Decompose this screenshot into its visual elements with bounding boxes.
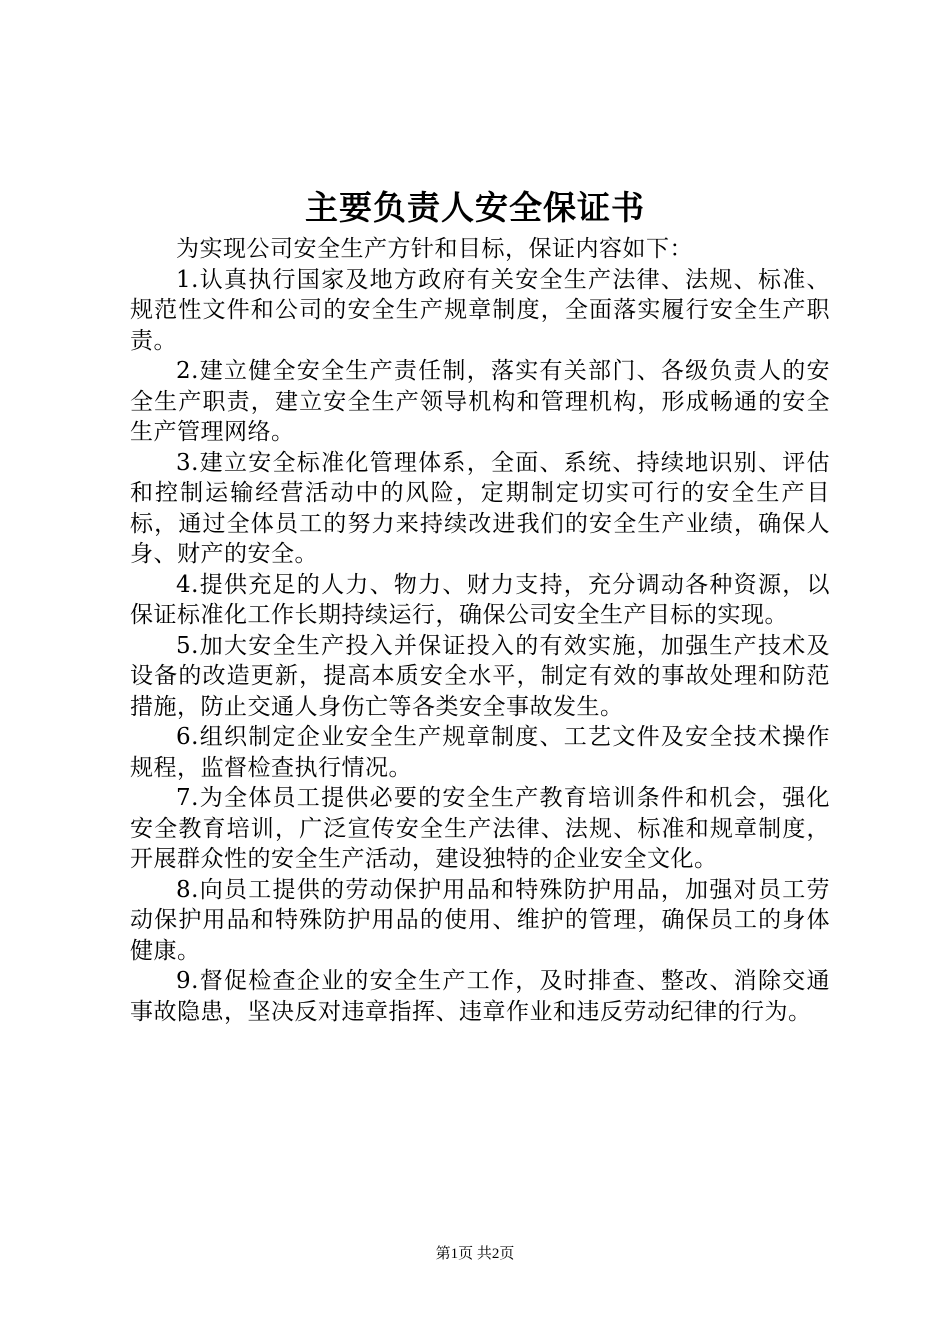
page-number-footer: 第1页 共2页 — [435, 1246, 515, 1262]
clause-6-paragraph: 6.组织制定企业安全生产规章制度、工艺文件及安全技术操作规程，监督检查执行情况。 — [130, 724, 830, 781]
clause-4-paragraph: 4.提供充足的人力、物力、财力支持，充分调动各种资源，以保证标准化工作长期持续运行，确保公司安全生产目标的实现。 — [130, 571, 830, 628]
document-title: 主要负责人安全保证书 — [305, 188, 645, 227]
intro-paragraph: 为实现公司安全生产方针和目标，保证内容如下： — [176, 236, 693, 262]
clause-2-paragraph: 2.建立健全安全生产责任制，落实有关部门、各级负责人的安全生产职责，建立安全生产领导机构和管理机构，形成畅通的安全生产管理网络。 — [130, 358, 830, 445]
clause-1-paragraph: 1.认真执行国家及地方政府有关安全生产法律、法规、标准、规范性文件和公司的安全生产规章制度，全面落实履行安全生产职责。 — [130, 266, 830, 354]
document-body — [130, 234, 830, 1027]
clause-9-paragraph: 9.督促检查企业的安全生产工作，及时排查、整改、消除交通事故隐患，坚决反对违章指挥、违章作业和违反劳动纪律的行为。 — [130, 968, 830, 1025]
clause-5-paragraph: 5.加大安全生产投入并保证投入的有效实施，加强生产技术及设备的改造更新，提高本质安全水平，制定有效的事故处理和防范措施，防止交通人身伤亡等各类安全事故发生。 — [130, 632, 830, 720]
clause-3-paragraph: 3.建立安全标准化管理体系，全面、系统、持续地识别、评估和控制运输经营活动中的风险，定期制定切实可行的安全生产目标，通过全体员工的努力来持续改进我们的安全生产业绩，确保人身、财产的安全。 — [130, 449, 830, 567]
clause-7-paragraph: 7.为全体员工提供必要的安全生产教育培训条件和机会，强化安全教育培训，广泛宣传安全生产法律、法规、标准和规章制度，开展群众性的安全生产活动，建设独特的企业安全文化。 — [130, 785, 830, 872]
clause-8-paragraph: 8.向员工提供的劳动保护用品和特殊防护用品，加强对员工劳动保护用品和特殊防护用品的使用、维护的管理，确保员工的身体健康。 — [130, 876, 830, 964]
